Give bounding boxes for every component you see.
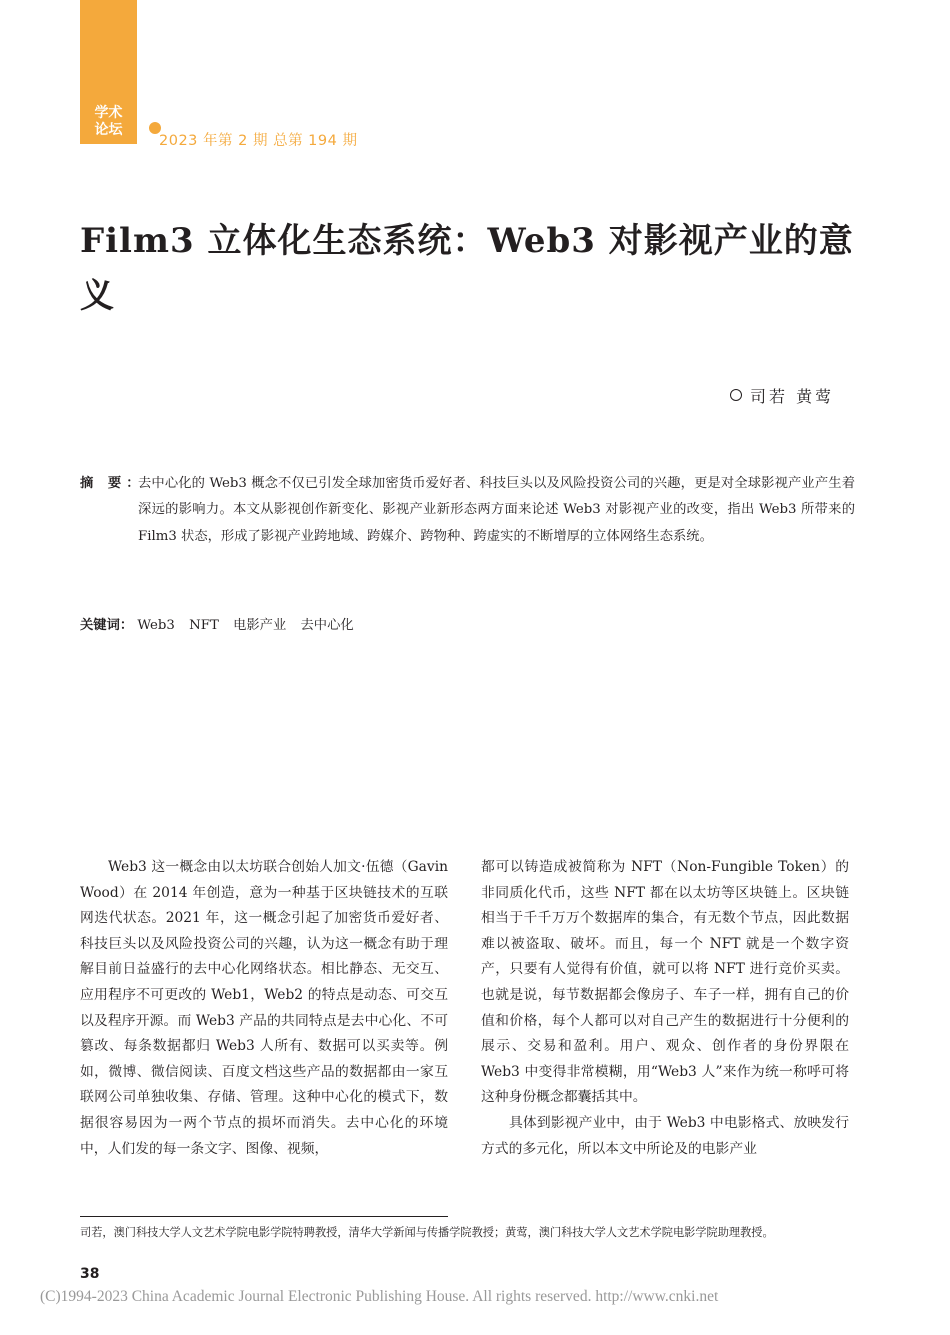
body-paragraph: 都可以铸造成被简称为 NFT（Non-Fungible Token）的非同质化代币，这些 NFT 都在以太坊等区块链上。区块链相当于千千万万个数据库的集合，有无数个节点，因此数据难以被盗取、破坏。而且，每一个 NFT 就是一个数字资产，只要有人觉得有价值，就可以将 NFT 进行竞价买卖。也就是说，每节数据都会像房子、车子一样，拥有自己的价值和价格，每个人都可以对自己产生的数据进行十分便利的展示、交易和盈利。用户、观众、创作者的身份界限在 Web3 中变得非常模糊，用“Web3 人”来作为统一称呼可将这种身份概念都囊括其中。 — [481, 859, 849, 1106]
copyright-watermark: (C)1994-2023 China Academic Journal Electronic Publishing House. All rights reserved. http://www.cnki.net — [40, 1288, 719, 1305]
article-title: Film3 立体化生态系统：Web3 对影视产业的意义 — [80, 221, 854, 316]
abstract-label: 摘 要： — [80, 476, 145, 491]
body-paragraph: Web3 这一概念由以太坊联合创始人加文·伍德（Gavin Wood）在 2014 年创造，意为一种基于区块链技术的互联网迭代状态。2021 年，这一概念引起了加密货币爱好者、科技巨头以及风险投资公司的兴趣，认为这一概念有助于理解目前日益盛行的去中心化网络状态。相比静态、无交互、应用程序不可更改的 Web1，Web2 的特点是动态、可交互以及程序开源。而 Web3 产品的共同特点是去中心化、不可篡改、每条数据都归 Web3 人所有、数据可以买卖等。例如，微博、微信阅读、百度文档这些产品的数据都由一家互联网公司单独收集、存储、管理。这种中心化的模式下，数据很容易因为一两个节点的损坏而消失。去中心化的环境中，人们发的每一条文字、图像、视频， — [80, 859, 448, 1157]
page-number: 38 — [80, 1266, 100, 1282]
authors-line — [730, 384, 834, 407]
body-column-right — [481, 855, 849, 1162]
body-paragraph: 具体到影视产业中，由于 Web3 中电影格式、放映发行方式的多元化，所以本文中所论及的电影产业 — [481, 1114, 849, 1157]
keyword: NFT — [189, 618, 219, 633]
keywords-label: 关键词： — [80, 618, 134, 633]
footnote: 司若，澳门科技大学人文艺术学院电影学院特聘教授，清华大学新闻与传播学院教授；黄莺，澳门科技大学人文艺术学院电影学院助理教授。 — [80, 1226, 774, 1239]
body-column-left — [80, 855, 448, 1162]
keyword: 去中心化 — [300, 618, 354, 633]
abstract-text: 去中心化的 Web3 概念不仅已引发全球加密货币爱好者、科技巨头以及风险投资公司的兴趣，更是对全球影视产业产生着深远的影响力。本文从影视创作新变化、影视产业新形态两方面来论述 Web3 对影视产业的改变，指出 Web3 所带来的 Film3 状态，形成了影视产业跨地域、跨媒介、跨物种、跨虚实的不断增厚的立体网络生态系统。 — [138, 476, 855, 544]
section-label-line2: 论坛 — [94, 122, 123, 138]
keyword: Web3 — [137, 618, 175, 633]
authors: 司若 黄莺 — [750, 387, 835, 406]
issue-info: 2023 年第 2 期 总第 194 期 — [159, 133, 358, 149]
keyword: 电影产业 — [233, 618, 287, 633]
bullet-circle-icon — [730, 389, 742, 401]
keywords — [80, 614, 364, 633]
section-label-line1: 学术 — [94, 105, 123, 121]
footnote-divider — [80, 1216, 448, 1217]
abstract — [80, 471, 855, 550]
section-tab — [80, 0, 137, 144]
